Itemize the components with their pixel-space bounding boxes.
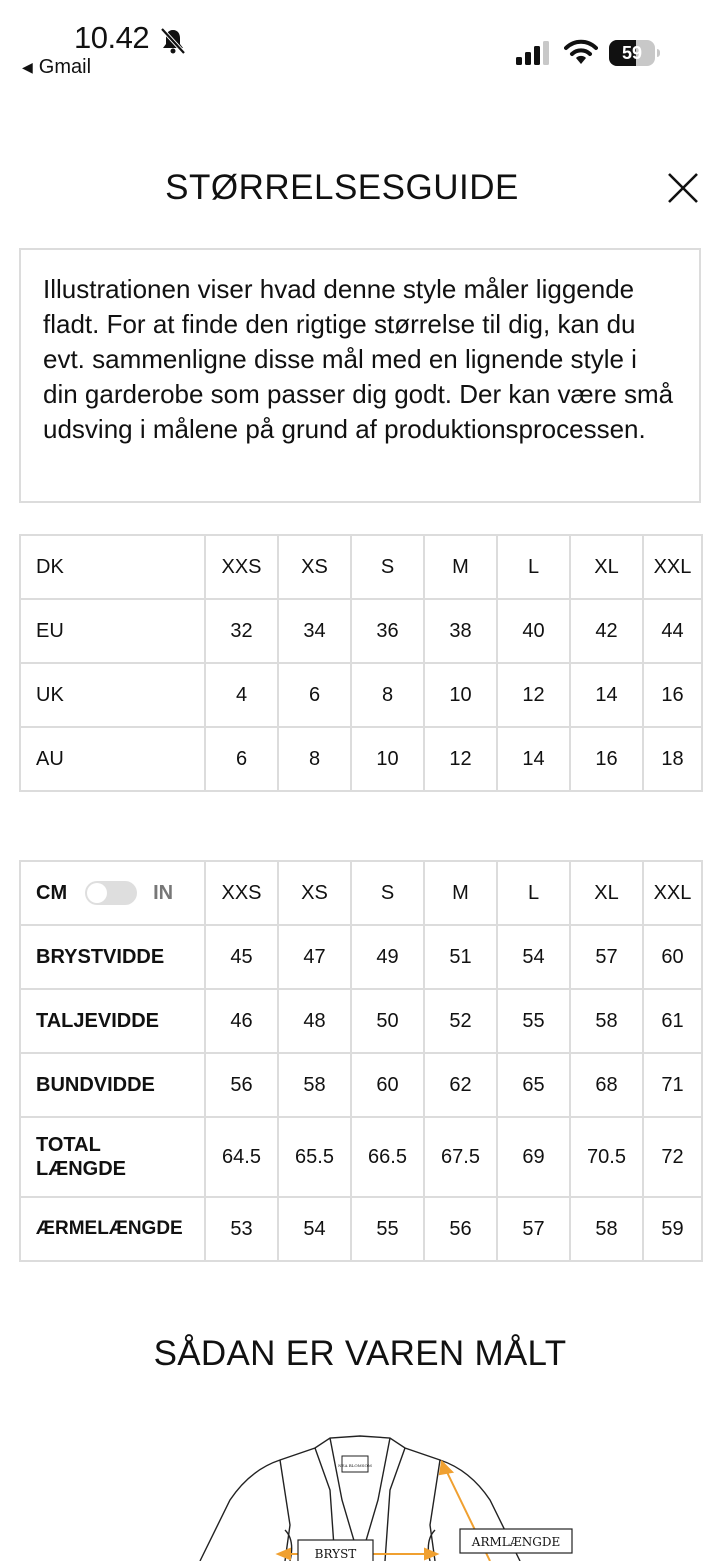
- size-header: XL: [570, 535, 643, 599]
- table-cell: 53: [205, 1197, 278, 1261]
- row-label: BRYSTVIDDE: [20, 925, 205, 989]
- unit-in-label: IN: [153, 882, 174, 904]
- bryst-label: BRYST: [314, 1547, 357, 1561]
- row-label: TALJEVIDDE: [20, 989, 205, 1053]
- table-cell: 52: [424, 989, 497, 1053]
- intro-box: [19, 248, 701, 503]
- table-cell: 18: [643, 727, 702, 791]
- bell-muted-icon: [158, 26, 188, 56]
- table-cell: 56: [205, 1053, 278, 1117]
- header-label: DK: [20, 535, 205, 599]
- size-header: XS: [278, 535, 351, 599]
- garment-measurement-diagram: [190, 1430, 590, 1561]
- table-cell: 4: [205, 663, 278, 727]
- unit-cm-label: CM: [36, 882, 68, 904]
- table-row: [20, 727, 702, 791]
- size-header: XXS: [205, 535, 278, 599]
- table-cell: 44: [643, 599, 702, 663]
- row-label: [20, 1117, 205, 1197]
- wifi-icon: [564, 38, 598, 66]
- size-conversion-table: [19, 534, 703, 792]
- size-header: XXL: [643, 535, 702, 599]
- table-cell: 69: [497, 1117, 570, 1197]
- row-label: BUNDVIDDE: [20, 1053, 205, 1117]
- status-time: 10.42: [74, 20, 150, 55]
- table-cell: 55: [351, 1197, 424, 1261]
- table-cell: 42: [570, 599, 643, 663]
- table-cell: 56: [424, 1197, 497, 1261]
- size-header: L: [497, 861, 570, 925]
- table-cell: 54: [497, 925, 570, 989]
- table-header-row: [20, 535, 702, 599]
- table-row: [20, 989, 702, 1053]
- size-header: XS: [278, 861, 351, 925]
- table-row: [20, 663, 702, 727]
- table-cell: 54: [278, 1197, 351, 1261]
- table-cell: 8: [278, 727, 351, 791]
- table-cell: 71: [643, 1053, 702, 1117]
- how-measured-title: SÅDAN ER VAREN MÅLT: [153, 1334, 567, 1373]
- table-row: [20, 1117, 702, 1197]
- table-cell: 55: [497, 989, 570, 1053]
- row-label-line2: LÆNGDE: [36, 1158, 126, 1180]
- neck-tag-text: NEA BLOMSOM: [338, 1463, 372, 1468]
- table-cell: 12: [424, 727, 497, 791]
- table-header-row: [20, 861, 702, 925]
- table-cell: 45: [205, 925, 278, 989]
- table-cell: 58: [570, 1197, 643, 1261]
- size-header: S: [351, 861, 424, 925]
- table-cell: 6: [278, 663, 351, 727]
- table-cell: 48: [278, 989, 351, 1053]
- back-triangle-icon: ◀: [22, 59, 33, 75]
- table-cell: 49: [351, 925, 424, 989]
- table-cell: 16: [643, 663, 702, 727]
- armlaengde-label: ARMLÆNGDE: [471, 1535, 561, 1549]
- table-cell: 60: [351, 1053, 424, 1117]
- size-header: XL: [570, 861, 643, 925]
- table-row: [20, 1197, 702, 1261]
- table-cell: 70.5: [570, 1117, 643, 1197]
- size-header: XXL: [643, 861, 702, 925]
- table-cell: 67.5: [424, 1117, 497, 1197]
- back-app-label: Gmail: [38, 56, 92, 78]
- size-header: M: [424, 535, 497, 599]
- cellular-signal-icon: [516, 41, 550, 65]
- table-row: [20, 925, 702, 989]
- table-cell: 72: [643, 1117, 702, 1197]
- table-cell: 59: [643, 1197, 702, 1261]
- table-cell: 58: [570, 989, 643, 1053]
- close-icon[interactable]: [666, 171, 700, 205]
- back-to-app-link[interactable]: [22, 56, 91, 79]
- table-cell: 8: [351, 663, 424, 727]
- table-cell: 65.5: [278, 1117, 351, 1197]
- table-cell: 34: [278, 599, 351, 663]
- row-label: EU: [20, 599, 205, 663]
- table-cell: 65: [497, 1053, 570, 1117]
- measurement-table: [19, 860, 703, 1262]
- row-label: AU: [20, 727, 205, 791]
- table-cell: 38: [424, 599, 497, 663]
- table-cell: 58: [278, 1053, 351, 1117]
- battery-indicator: [609, 40, 661, 66]
- table-cell: 51: [424, 925, 497, 989]
- unit-toggle-switch[interactable]: [85, 881, 137, 905]
- table-cell: 57: [497, 1197, 570, 1261]
- table-cell: 14: [497, 727, 570, 791]
- table-cell: 47: [278, 925, 351, 989]
- table-cell: 62: [424, 1053, 497, 1117]
- table-cell: 6: [205, 727, 278, 791]
- table-cell: 66.5: [351, 1117, 424, 1197]
- row-label: UK: [20, 663, 205, 727]
- table-cell: 60: [643, 925, 702, 989]
- battery-percentage: 59: [621, 43, 643, 63]
- status-bar: [0, 0, 720, 95]
- intro-text: Illustrationen viser hvad denne style måler liggende fladt. For at finde den rigtige størrelse til dig, kan du evt. sammenligne disse mål med en lignende style i din garderobe som passer dig godt. Der kan være små udsving i målene på grund af produktionsprocessen.: [43, 274, 674, 444]
- table-cell: 46: [205, 989, 278, 1053]
- table-cell: 36: [351, 599, 424, 663]
- table-cell: 32: [205, 599, 278, 663]
- size-header: M: [424, 861, 497, 925]
- table-cell: 12: [497, 663, 570, 727]
- row-label-line1: TOTAL: [36, 1134, 101, 1156]
- table-cell: 10: [424, 663, 497, 727]
- table-cell: 40: [497, 599, 570, 663]
- table-cell: 50: [351, 989, 424, 1053]
- table-cell: 16: [570, 727, 643, 791]
- table-cell: 68: [570, 1053, 643, 1117]
- table-cell: 14: [570, 663, 643, 727]
- table-cell: 57: [570, 925, 643, 989]
- size-header: S: [351, 535, 424, 599]
- row-label: ÆRMELÆNGDE: [20, 1197, 205, 1261]
- table-row: [20, 599, 702, 663]
- page-title: STØRRELSESGUIDE: [165, 168, 519, 207]
- size-header: L: [497, 535, 570, 599]
- table-cell: 10: [351, 727, 424, 791]
- size-header: XXS: [205, 861, 278, 925]
- table-cell: 61: [643, 989, 702, 1053]
- unit-toggle-cell: [20, 861, 205, 925]
- table-cell: 64.5: [205, 1117, 278, 1197]
- table-row: [20, 1053, 702, 1117]
